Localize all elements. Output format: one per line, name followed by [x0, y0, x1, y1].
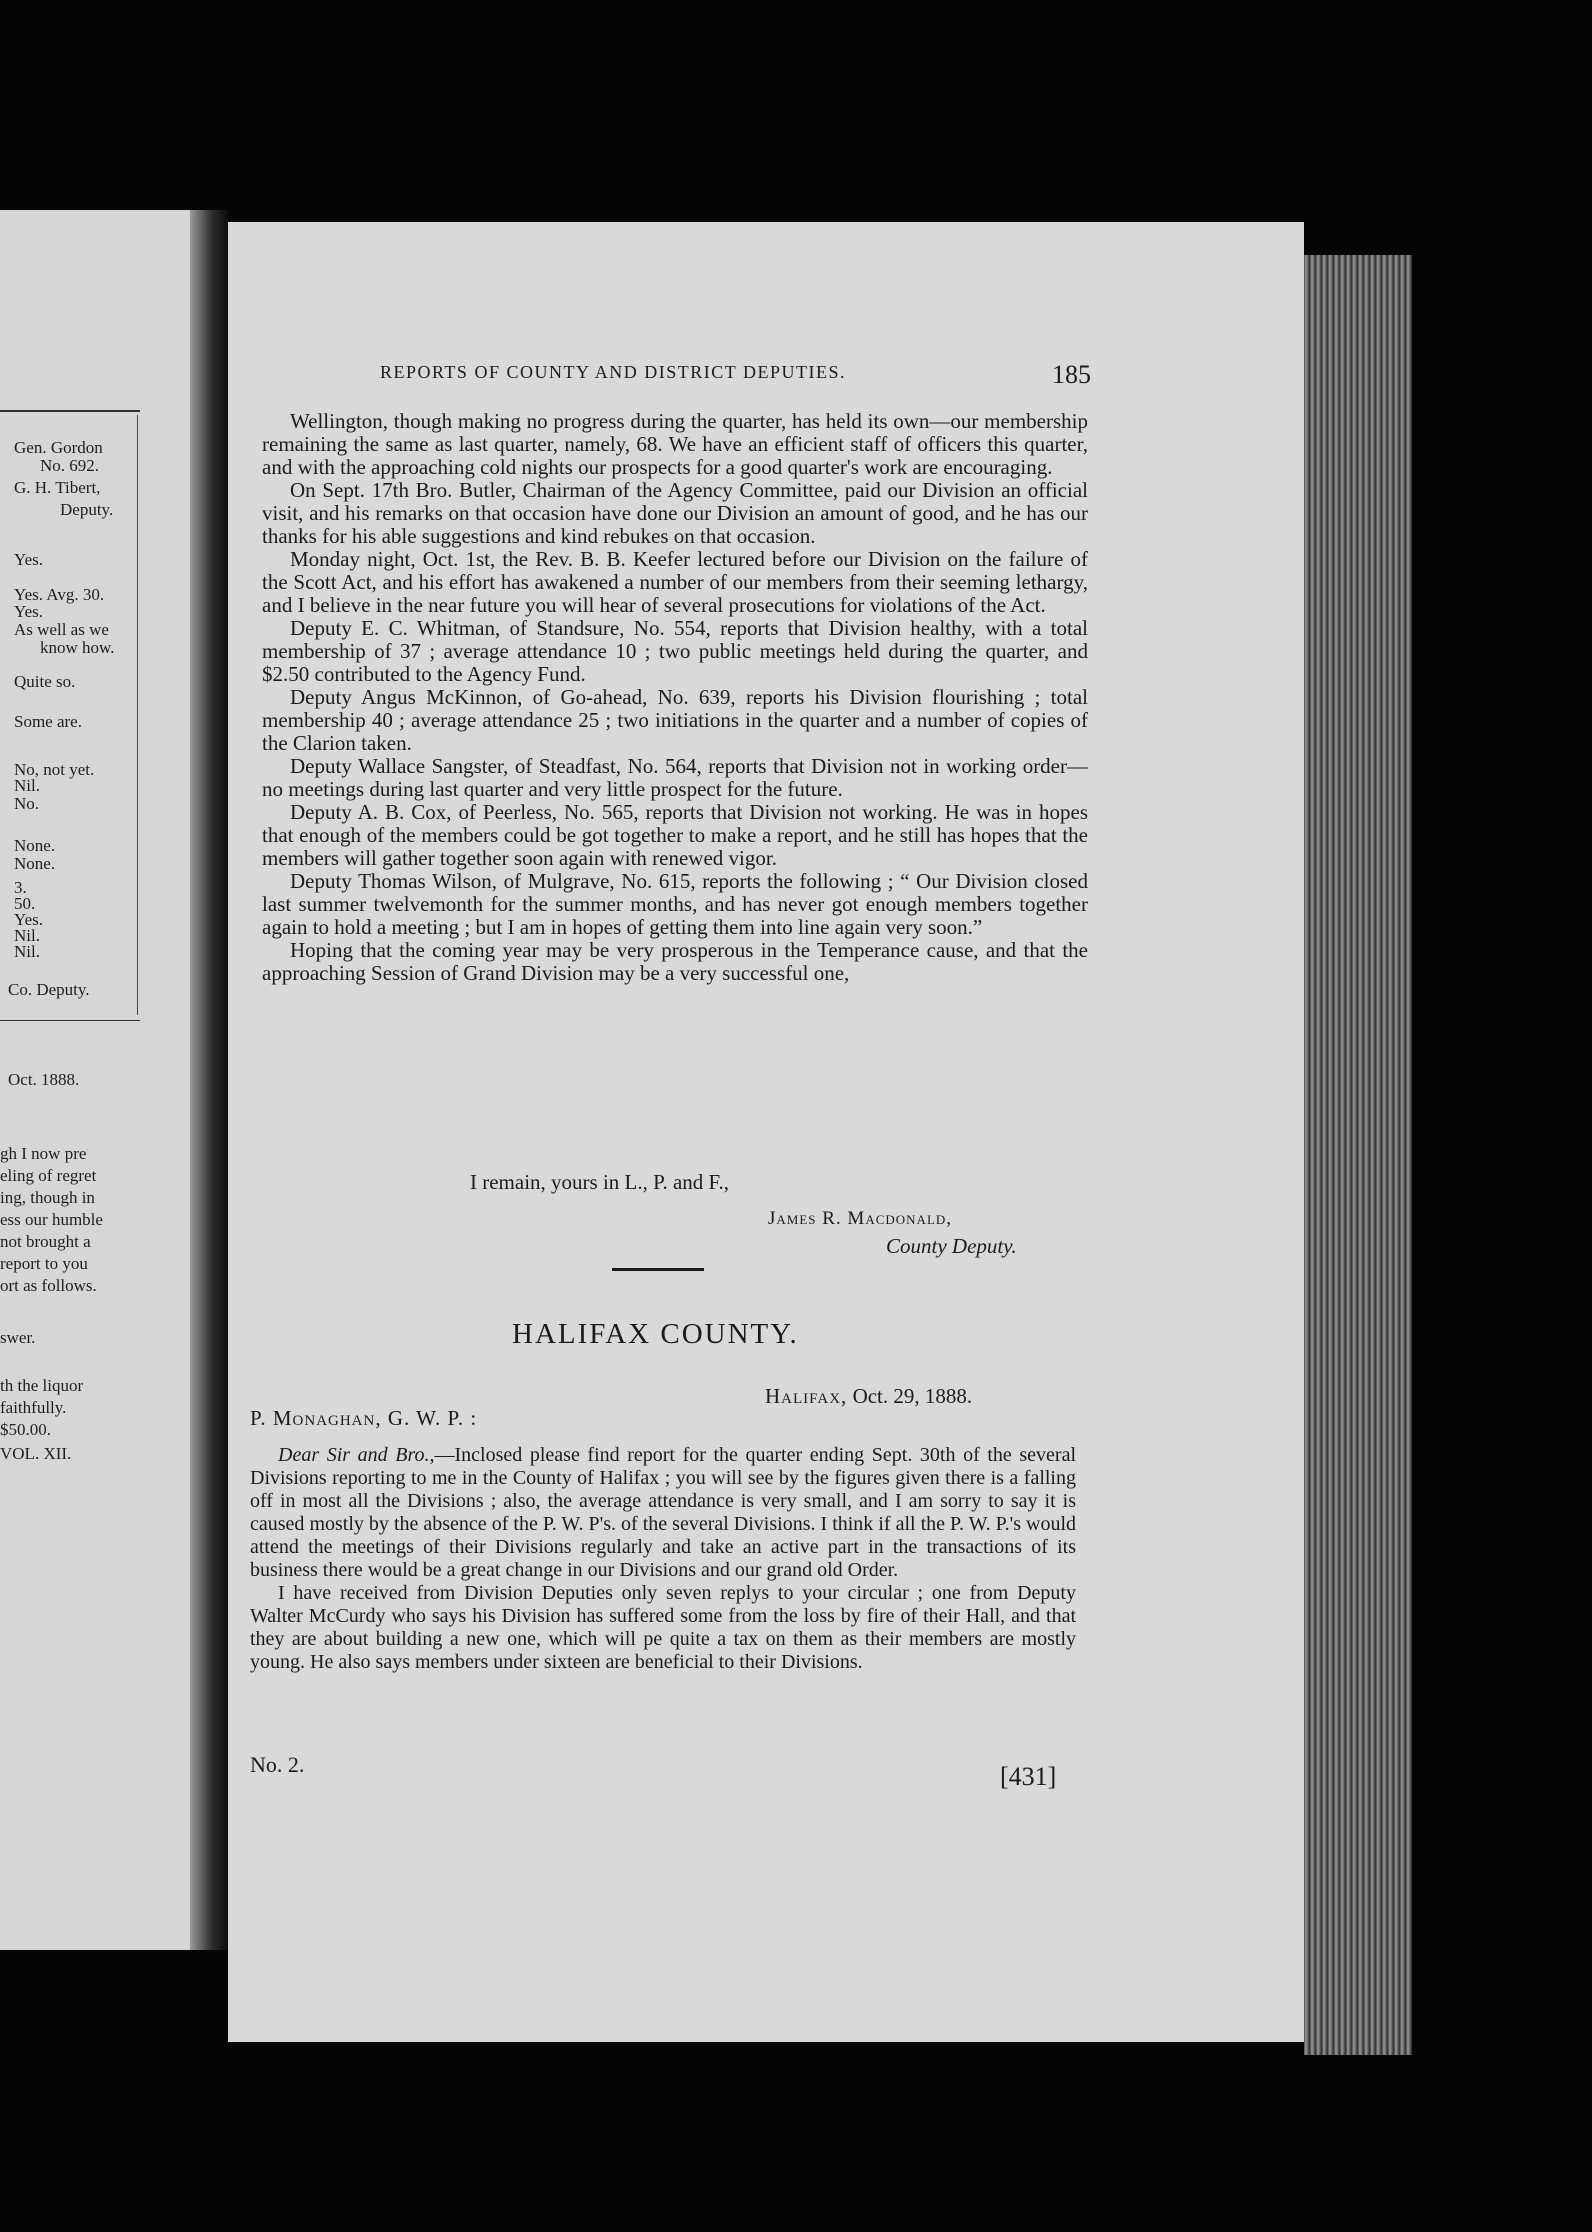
paragraph: Wellington, though making no progress during the quarter, has held its own—our membership remaining the same as last quarter, namely, 68. We have an efficient staff of officers this quarter, and with the approaching cold nights our prospects for a good quarter's work are encouraging. [262, 409, 1088, 479]
paragraph: Deputy Thomas Wilson, of Mulgrave, No. 615, reports the following ; “ Our Division closed last summer twelvemonth for the summer months, and has never got enough members together again to hold a meeting ; but I am in hopes of getting them into line again very soon.” [262, 869, 1088, 939]
left-page-line: swer. [0, 1328, 36, 1347]
book-gutter [190, 210, 228, 1950]
left-page-line: Nil. [14, 926, 40, 945]
left-page-line: Nil. [14, 776, 40, 795]
left-page-line: Yes. [14, 550, 43, 569]
page-number: 185 [1052, 360, 1091, 389]
left-page-line: ess our humble [0, 1210, 103, 1229]
section-heading: HALIFAX COUNTY. [512, 1318, 799, 1350]
dateline-date: Oct. 29, 1888. [852, 1384, 973, 1408]
left-page-line: ort as follows. [0, 1276, 97, 1295]
letter-body [250, 1444, 1076, 1674]
dateline-place: Halifax, [765, 1384, 848, 1408]
left-page-line: Nil. [14, 942, 40, 961]
left-page-line: report to you [0, 1254, 88, 1273]
left-page-line: Gen. Gordon [14, 438, 103, 457]
left-page-line: $50.00. [0, 1420, 51, 1439]
page-edges [1304, 255, 1412, 2055]
paragraph-text: —Inclosed please find report for the quarter ending Sept. 30th of the several Divisions reporting to me in the County of Halifax ; you will see by the figures given there is a falling off in most all the Divisions ; also, the average attendance is very small, and I am sorry to say it is caused mostly by the absence of the P. W. P's. of the several Divisions. I think if all the P. W. P.'s would attend the meetings of their Divisions regularly and take an active part in the transactions of its business there would be a great change in our Divisions and our grand old Order. [250, 1444, 1077, 1581]
left-page-line: G. H. Tibert, [14, 478, 101, 497]
left-page-line: No. 692. [40, 456, 100, 475]
left-page-line: th the liquor [0, 1376, 84, 1395]
left-page-line: Some are. [14, 712, 82, 731]
left-page-line: None. [14, 836, 56, 855]
paragraph: Hoping that the coming year may be very prosperous in the Temperance cause, and that the approaching Session of Grand Division may be a very successful one, [262, 938, 1088, 985]
left-page-line: Yes. Avg. 30. [14, 585, 105, 604]
signer-name: James R. Macdonald, [768, 1208, 953, 1229]
left-page-line: Yes. [14, 910, 43, 929]
left-page-line: Co. Deputy. [8, 980, 90, 999]
paragraph: Deputy Wallace Sangster, of Steadfast, No. 564, reports that Division not in working order—no meetings during last quarter and very little prospect for the future. [262, 754, 1088, 801]
paragraph: On Sept. 17th Bro. Butler, Chairman of the Agency Committee, paid our Division an official visit, and his remarks on that occasion have done our Division an amount of good, and he has our thanks for his able suggestions and kind rebukes on that occasion. [262, 478, 1088, 548]
left-page [0, 210, 190, 1950]
left-page-line: Deputy. [60, 500, 114, 519]
paragraph: Monday night, Oct. 1st, the Rev. B. B. Keefer lectured before our Division on the failure of the Scott Act, and his effort has awakened a number of our members from their seeming lethargy, and I believe in the near future you will hear of several prosecutions for violations of the Act. [262, 547, 1088, 617]
left-page-line: 50. [14, 894, 36, 913]
left-page-line: VOL. XII. [0, 1444, 72, 1463]
paragraph: Deputy Angus McKinnon, of Go-ahead, No. 639, reports his Division flourishing ; total membership 40 ; average attendance 25 ; two initiations in the quarter and a number of copies of the Clarion taken. [262, 685, 1088, 755]
table-rule [0, 1020, 140, 1021]
addressee: P. Monaghan, G. W. P. : [250, 1406, 478, 1430]
whole-number: [431] [1000, 1762, 1057, 1791]
signature-mark: No. 2. [250, 1752, 305, 1777]
table-rule [0, 410, 140, 412]
left-page-line: not brought a [0, 1232, 91, 1251]
left-page-line: 3. [14, 878, 27, 897]
signer-title: County Deputy. [886, 1234, 1017, 1258]
signoff: I remain, yours in L., P. and F., [470, 1170, 730, 1194]
left-page-line: Oct. 1888. [8, 1070, 80, 1089]
paragraph: Deputy E. C. Whitman, of Standsure, No. 554, reports that Division healthy, with a total membership of 37 ; average attendance 10 ; two public meetings held during the quarter, and $2.50 contributed to the Agency Fund. [262, 616, 1088, 686]
paragraph: Deputy A. B. Cox, of Peerless, No. 565, reports that Division not working. He was in hopes that enough of the members could be got together to make a report, and he still has hopes that the members will gather together soon again with renewed vigor. [262, 800, 1088, 870]
left-page-line: No, not yet. [14, 760, 95, 779]
salutation: Dear Sir and Bro., [278, 1444, 435, 1466]
left-page-line: gh I now pre [0, 1144, 87, 1163]
left-page-line: No. [14, 794, 40, 813]
section-divider [612, 1268, 704, 1271]
left-page-line: ing, though in [0, 1188, 95, 1207]
body-text [262, 410, 1088, 985]
left-page-line: Quite so. [14, 672, 76, 691]
left-page-line: faithfully. [0, 1398, 67, 1417]
paragraph [250, 1444, 1076, 1582]
left-page-line: Yes. [14, 602, 43, 621]
left-page-line: As well as we [14, 620, 109, 639]
left-page-line: None. [14, 854, 56, 873]
paragraph: I have received from Division Deputies only seven replys to your circular ; one from Deputy Walter McCurdy who says his Division has suffered some from the loss by fire of their Hall, and that they are about building a new one, which will pe quite a tax on them as their members are mostly young. He also says members under sixteen are beneficial to their Divisions. [250, 1582, 1076, 1673]
table-column-rule [137, 415, 138, 1015]
dateline [765, 1384, 972, 1409]
left-page-line: know how. [40, 638, 115, 657]
left-page-line: eling of regret [0, 1166, 97, 1185]
running-head: REPORTS OF COUNTY AND DISTRICT DEPUTIES. [380, 362, 846, 382]
